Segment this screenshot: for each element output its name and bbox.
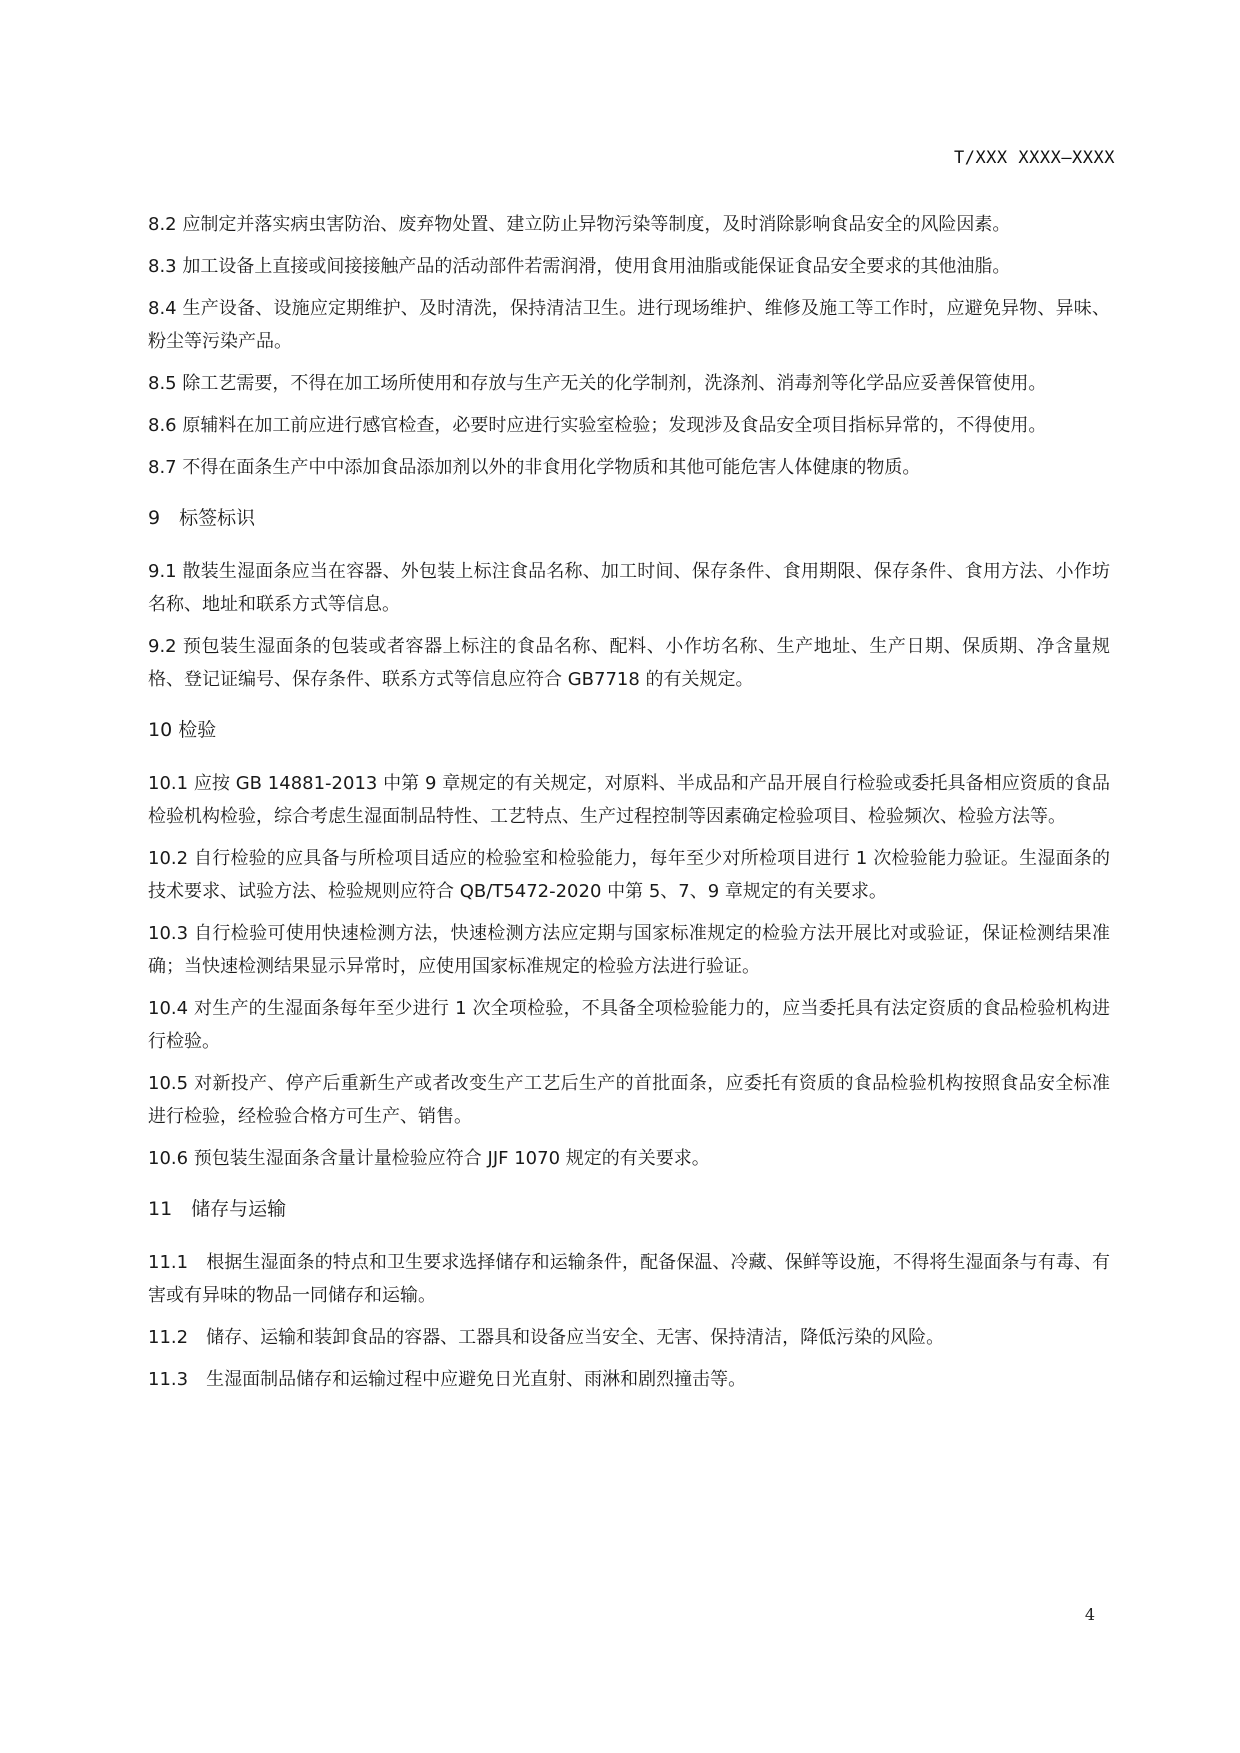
clause-10-6: 10.6 预包装生湿面条含量计量检验应符合 JJF 1070 规定的有关要求。 (148, 1148, 710, 1169)
section-heading-inspection: 10 检验 (148, 719, 217, 741)
clause-10-1: 10.1 应按 GB 14881-2013 中第 9 章规定的有关规定，对原料、半成品和产品开展自行检验或委托具备相应资质的食品检验机构检验，综合考虑生湿面制品特性、工艺特点、生产过程控制等因素确定检验项目、检验频次、检验方法等。 (148, 773, 1110, 827)
clause-10-5: 10.5 对新投产、停产后重新生产或者改变生产工艺后生产的首批面条，应委托有资质的食品检验机构按照食品安全标准进行检验，经检验合格方可生产、销售。 (148, 1073, 1110, 1127)
clause-10-2: 10.2 自行检验的应具备与所检项目适应的检验室和检验能力，每年至少对所检项目进行 1 次检验能力验证。生湿面条的技术要求、试验方法、检验规则应符合 QB/T5472-2020 中第 5、7、9 章规定的有关要求。 (148, 848, 1110, 902)
clause-10-4: 10.4 对生产的生湿面条每年至少进行 1 次全项检验，不具备全项检验能力的，应当委托具有法定资质的食品检验机构进行检验。 (148, 998, 1110, 1052)
clause-10-3: 10.3 自行检验可使用快速检测方法，快速检测方法应定期与国家标准规定的检验方法开展比对或验证，保证检测结果准确；当快速检测结果显示异常时，应使用国家标准规定的检验方法进行验证。 (148, 923, 1110, 977)
page-number: 4 (1084, 1605, 1095, 1624)
clause-9-1: 9.1 散装生湿面条应当在容器、外包装上标注食品名称、加工时间、保存条件、食用期限、保存条件、食用方法、小作坊名称、地址和联系方式等信息。 (148, 561, 1110, 615)
clause-8-5: 8.5 除工艺需要，不得在加工场所使用和存放与生产无关的化学制剂，洗涤剂、消毒剂等化学品应妥善保管使用。 (148, 373, 1047, 394)
standard-code-header: T/XXX XXXX—XXXX (953, 148, 1115, 168)
clause-11-2: 11.2 储存、运输和装卸食品的容器、工器具和设备应当安全、无害、保持清洁，降低污染的风险。 (148, 1327, 945, 1348)
clause-8-4: 8.4 生产设备、设施应定期维护、及时清洗，保持清洁卫生。进行现场维护、维修及施工等工作时，应避免异物、异味、粉尘等污染产品。 (148, 298, 1110, 352)
section-heading-labeling: 9 标签标识 (148, 507, 256, 529)
clause-11-1: 11.1 根据生湿面条的特点和卫生要求选择储存和运输条件，配备保温、冷藏、保鲜等设施，不得将生湿面条与有毒、有害或有异味的物品一同储存和运输。 (148, 1252, 1110, 1306)
clause-11-3: 11.3 生湿面制品储存和运输过程中应避免日光直射、雨淋和剧烈撞击等。 (148, 1369, 747, 1390)
clause-8-3: 8.3 加工设备上直接或间接接触产品的活动部件若需润滑，使用食用油脂或能保证食品安全要求的其他油脂。 (148, 256, 1011, 277)
clause-8-2: 8.2 应制定并落实病虫害防治、废弃物处置、建立防止异物污染等制度，及时消除影响食品安全的风险因素。 (148, 214, 1011, 235)
document-body (148, 208, 1110, 1405)
section-heading-storage-transport: 11 储存与运输 (148, 1198, 287, 1220)
clause-8-7: 8.7 不得在面条生产中中添加食品添加剂以外的非食用化学物质和其他可能危害人体健康的物质。 (148, 457, 921, 478)
clause-8-6: 8.6 原辅料在加工前应进行感官检查，必要时应进行实验室检验；发现涉及食品安全项目指标异常的，不得使用。 (148, 415, 1047, 436)
clause-9-2: 9.2 预包装生湿面条的包装或者容器上标注的食品名称、配料、小作坊名称、生产地址、生产日期、保质期、净含量规格、登记证编号、保存条件、联系方式等信息应符合 GB7718 的有关规定。 (148, 636, 1110, 690)
